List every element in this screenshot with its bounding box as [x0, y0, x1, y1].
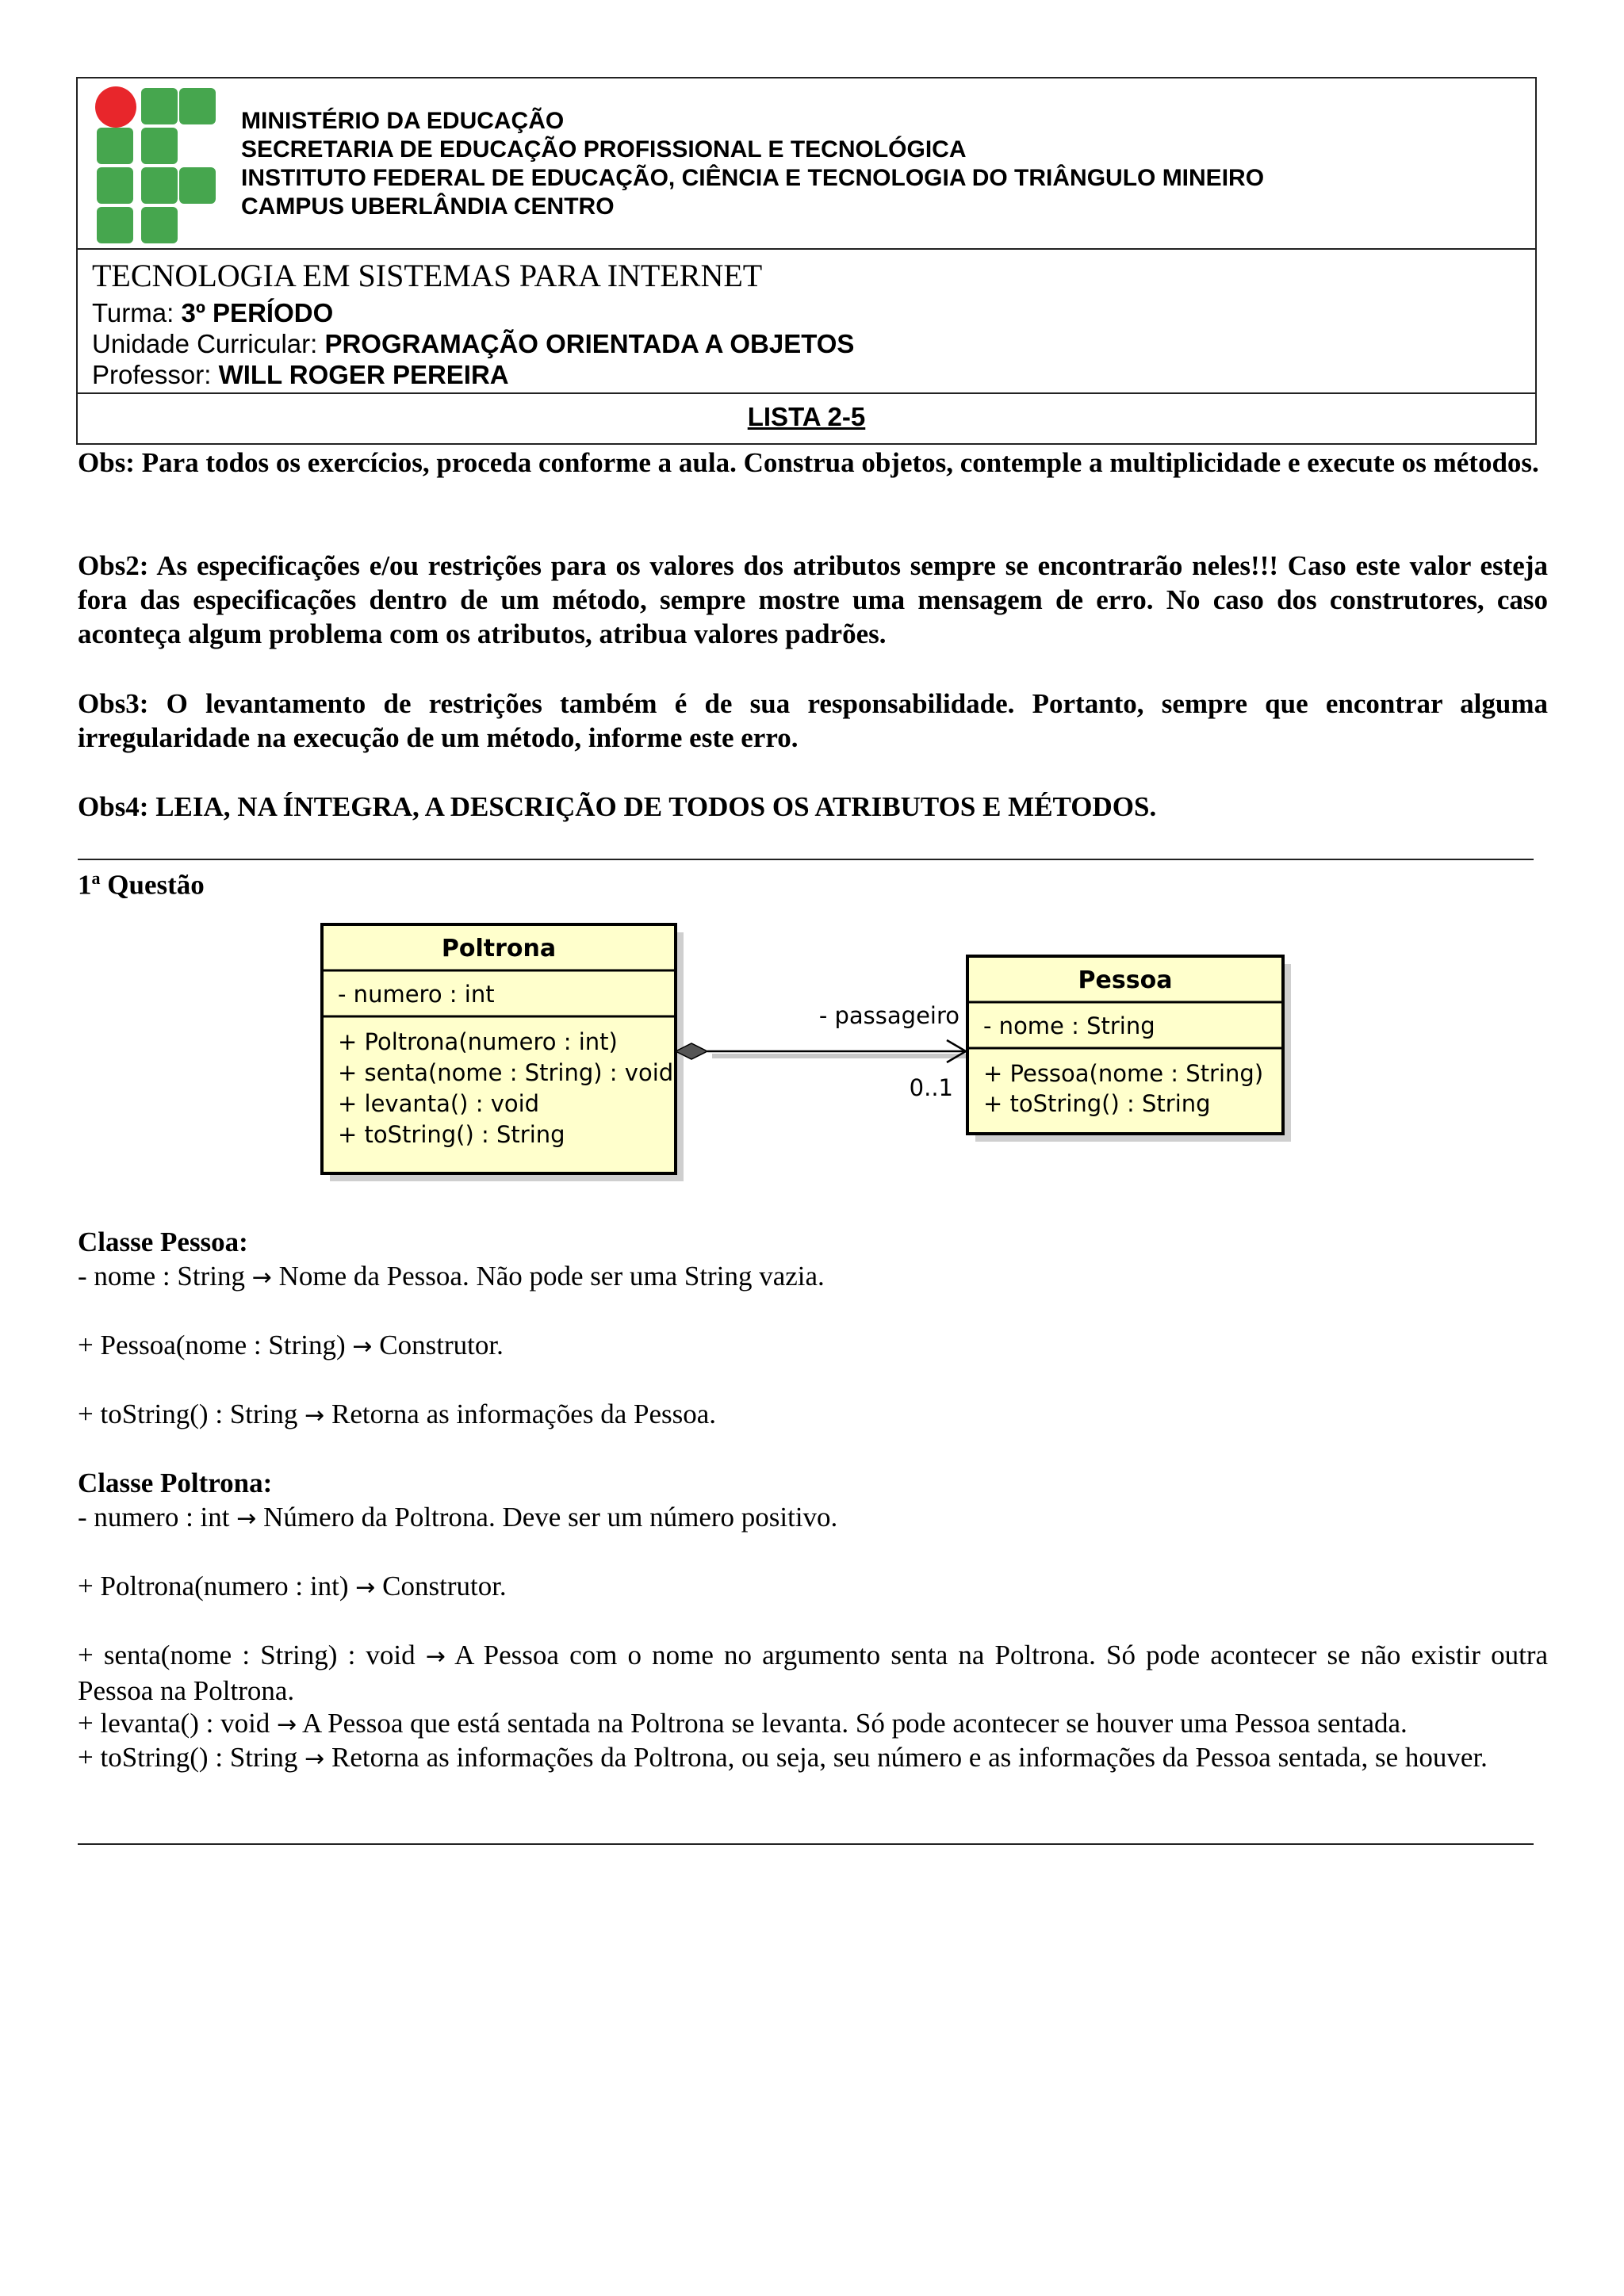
institution-line: MINISTÉRIO DA EDUCAÇÃO	[241, 108, 565, 134]
desc-text: Retorna as informações da Pessoa.	[331, 1399, 717, 1429]
poltrona-method: + levanta() : void	[338, 1090, 540, 1117]
poltrona-section-title	[78, 1466, 1548, 1500]
turma-label: Turma:	[92, 298, 182, 327]
uml-class-diagram	[317, 920, 1316, 1205]
pessoa-method: + toString() : String	[983, 1090, 1211, 1117]
desc-item	[78, 1706, 1548, 1742]
association-multiplicity: 0..1	[909, 1074, 953, 1101]
professor-value: WILL ROGER PEREIRA	[218, 360, 509, 389]
desc-signature: + toString() : String	[78, 1399, 298, 1429]
question-title	[78, 861, 205, 902]
arrow-right-icon: →	[251, 1264, 272, 1292]
desc-text: Construtor.	[379, 1330, 504, 1360]
course-title: TECNOLOGIA EM SISTEMAS PARA INTERNET	[92, 258, 763, 293]
turma-value: 3º PERÍODO	[181, 298, 334, 327]
unidade-label: Unidade Curricular:	[92, 329, 325, 358]
poltrona-title-text: Classe Poltrona:	[78, 1468, 273, 1498]
poltrona-class-name: Poltrona	[441, 935, 557, 962]
lista-block	[78, 394, 1535, 443]
desc-text: Número da Poltrona. Deve ser um número positivo.	[263, 1502, 838, 1533]
course-block	[78, 250, 1535, 394]
obs-2: Obs2: As especificações e/ou restrições para os valores dos atributos sempre se encontrarão neles!!! Caso este valor esteja fora das especificações dentro de um método, sempre mostre uma mensagem de erro. No caso dos construtores, caso aconteça algum problema com os atributos, atribua valores padrões.	[78, 550, 1548, 649]
desc-item	[78, 1500, 1548, 1536]
professor-label: Professor:	[92, 360, 219, 389]
unidade-line	[92, 328, 854, 359]
desc-item	[78, 1259, 1548, 1295]
desc-text: Retorna as informações da Poltrona, ou seja, seu número e as informações da Pessoa sentada, se houver.	[331, 1742, 1488, 1773]
institution-line: SECRETARIA DE EDUCAÇÃO PROFISSIONAL E TECNOLÓGICA	[241, 136, 967, 163]
desc-signature: + levanta() : void	[78, 1708, 270, 1739]
pessoa-section-title	[78, 1225, 1548, 1259]
question-label: Questão	[100, 869, 205, 901]
poltrona-method: + toString() : String	[338, 1121, 565, 1148]
desc-signature: + senta(nome : String) : void	[78, 1640, 416, 1670]
desc-text: Nome da Pessoa. Não pode ser uma String vazia.	[278, 1261, 825, 1292]
arrow-right-icon: →	[236, 1505, 257, 1533]
document-header	[76, 77, 1537, 445]
pessoa-method: + Pessoa(nome : String)	[983, 1060, 1264, 1087]
poltrona-method: + Poltrona(numero : int)	[338, 1028, 618, 1055]
uml-association	[676, 1002, 972, 1101]
institution-lines	[241, 107, 1264, 221]
desc-signature: + toString() : String	[78, 1742, 298, 1773]
question-ordinal: a	[91, 868, 101, 888]
association-role: - passageiro	[818, 1002, 959, 1029]
arrow-right-icon: →	[355, 1574, 376, 1601]
desc-signature: - numero : int	[78, 1502, 230, 1533]
desc-item	[78, 1638, 1548, 1708]
course-meta	[92, 297, 854, 390]
institution-block	[78, 78, 1535, 250]
divider	[78, 1843, 1534, 1845]
arrow-right-icon: →	[277, 1711, 297, 1739]
pessoa-title-text: Classe Pessoa:	[78, 1226, 248, 1257]
arrow-right-icon: →	[304, 1745, 325, 1773]
desc-text: A Pessoa com o nome no argumento senta na Poltrona. Só pode acontecer se não existir outra Pessoa na Poltrona.	[78, 1640, 1549, 1706]
uml-class-pessoa	[967, 956, 1291, 1142]
logo-red-circle	[95, 86, 136, 128]
obs-3: Obs3: O levantamento de restrições também é de sua responsabilidade. Portanto, sempre que encontrar alguma irregularidade na execução de um método, informe este erro.	[78, 688, 1548, 753]
desc-item	[78, 1569, 1548, 1605]
ifet-logo	[95, 86, 216, 243]
desc-signature: + Poltrona(numero : int)	[78, 1571, 349, 1601]
desc-signature: - nome : String	[78, 1261, 245, 1292]
lista-title: LISTA 2-5	[747, 402, 866, 431]
desc-item	[78, 1740, 1548, 1776]
poltrona-method: + senta(nome : String) : void	[338, 1059, 674, 1086]
divider	[78, 859, 1534, 860]
unidade-value: PROGRAMAÇÃO ORIENTADA A OBJETOS	[324, 329, 855, 358]
arrow-right-icon: →	[425, 1643, 446, 1670]
institution-line: INSTITUTO FEDERAL DE EDUCAÇÃO, CIÊNCIA E TECNOLOGIA DO TRIÂNGULO MINEIRO	[241, 165, 1265, 191]
desc-signature: + Pessoa(nome : String)	[78, 1330, 346, 1360]
obs-4: Obs4: LEIA, NA ÍNTEGRA, A DESCRIÇÃO DE TODOS OS ATRIBUTOS E MÉTODOS.	[78, 791, 1157, 822]
poltrona-attribute: - numero : int	[338, 981, 495, 1008]
desc-text: Construtor.	[382, 1571, 507, 1601]
uml-class-poltrona	[322, 924, 684, 1181]
desc-item	[78, 1328, 1548, 1364]
desc-text: A Pessoa que está sentada na Poltrona se levanta. Só pode acontecer se houver uma Pessoa sentada.	[302, 1708, 1408, 1739]
pessoa-attribute: - nome : String	[983, 1012, 1155, 1039]
professor-line	[92, 359, 854, 390]
turma-line	[92, 297, 854, 328]
arrow-right-icon: →	[352, 1333, 373, 1360]
obs-1: Obs: Para todos os exercícios, proceda conforme a aula. Construa objetos, contemple a multiplicidade e execute os métodos.	[78, 447, 1539, 478]
institution-line: CAMPUS UBERLÂNDIA CENTRO	[241, 193, 615, 220]
desc-item	[78, 1397, 1548, 1433]
arrow-right-icon: →	[304, 1402, 325, 1429]
pessoa-class-name: Pessoa	[1078, 966, 1173, 994]
question-number: 1	[78, 869, 92, 901]
